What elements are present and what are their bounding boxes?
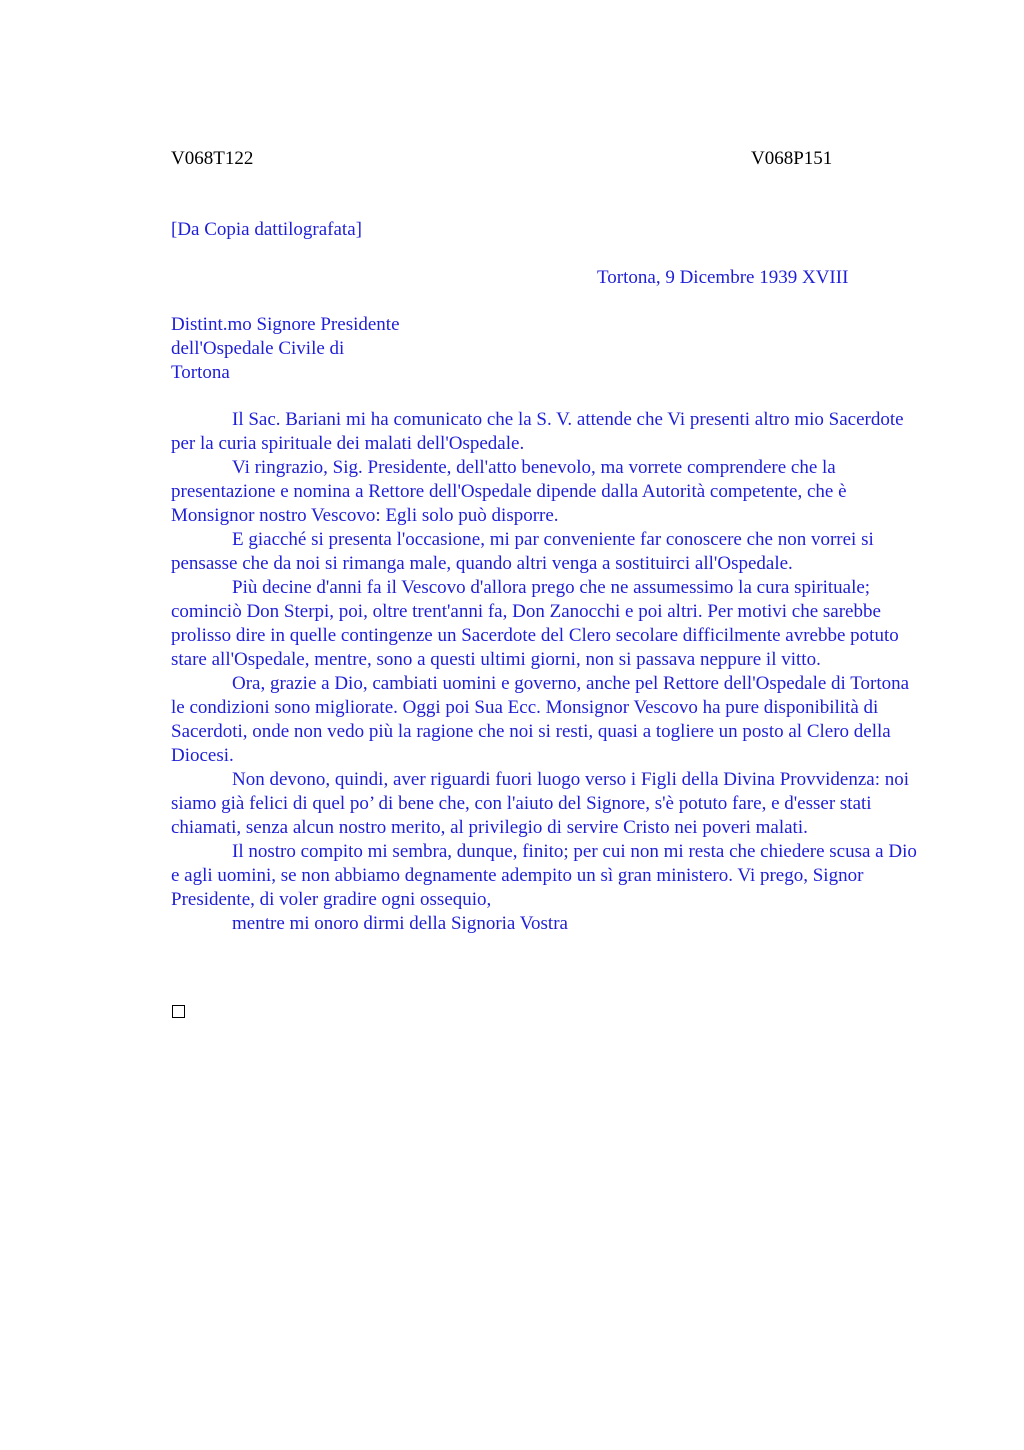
- addressee-block: [171, 313, 400, 385]
- addressee-line: dell'Ospedale Civile di: [171, 338, 345, 359]
- empty-square-icon: [172, 1005, 185, 1018]
- body-paragraph: Il Sac. Bariani mi ha comunicato che la S. V. attende che Vi presenti altro mio Sacerdote per la curia spirituale dei malati dell'Ospedale.: [171, 409, 904, 454]
- addressee-line: Distint.mo Signore Presidente: [171, 314, 400, 335]
- body-paragraph: E giacché si presenta l'occasione, mi par conveniente far conoscere che non vorrei si pensasse che da noi si rimanga male, quando altri venga a sostituirci all'Ospedale.: [171, 529, 874, 574]
- body-paragraph: Ora, grazie a Dio, cambiati uomini e governo, anche pel Rettore dell'Ospedale di Tortona le condizioni sono migliorate. Oggi poi Sua Ecc. Monsignor Vescovo ha pure disponibilità di Sacerdoti, onde non vedo più la ragione che noi si resti, quasi a togliere un posto al Clero della Diocesi.: [171, 673, 910, 766]
- body-paragraph: Il nostro compito mi sembra, dunque, finito; per cui non mi resta che chiedere scusa a Dio e agli uomini, se non abbiamo degnamente adempito un sì gran ministero. Vi prego, Signor Presidente, di voler gradire ogni ossequio,: [171, 841, 917, 910]
- letter-body: [171, 408, 927, 936]
- closing-line: mentre mi onoro dirmi della Signoria Vostra: [232, 913, 568, 934]
- addressee-line: Tortona: [171, 362, 230, 383]
- date-line: Tortona, 9 Dicembre 1939 XVIII: [597, 267, 849, 288]
- source-note: [Da Copia dattilografata]: [171, 219, 362, 240]
- body-paragraph: Vi ringrazio, Sig. Presidente, dell'atto benevolo, ma vorrete comprendere che la presentazione e nomina a Rettore dell'Ospedale dipende dalla Autorità competente, che è Monsignor nostro Vescovo: Egli solo può disporre.: [171, 457, 847, 526]
- reference-code-left: V068T122: [171, 148, 254, 169]
- reference-code-right: V068P151: [751, 148, 833, 169]
- body-paragraph: Non devono, quindi, aver riguardi fuori luogo verso i Figli della Divina Provvidenza: noi siamo già felici di quel po’ di bene che, con l'aiuto del Signore, s'è potuto fare, e d'esser stati chiamati, senza alcun nostro merito, al privilegio di servire Cristo nei poveri malati.: [171, 769, 910, 838]
- body-paragraph: Più decine d'anni fa il Vescovo d'allora prego che ne assumessimo la cura spirituale; cominciò Don Sterpi, poi, oltre trent'anni fa, Don Zanocchi e poi altri. Per motivi che sarebbe prolisso dire in quelle contingenze un Sacerdote del Clero secolare difficilmente avrebbe potuto stare all'Ospedale, mentre, sono a questi ultimi giorni, non si passava neppure il vitto.: [171, 577, 899, 670]
